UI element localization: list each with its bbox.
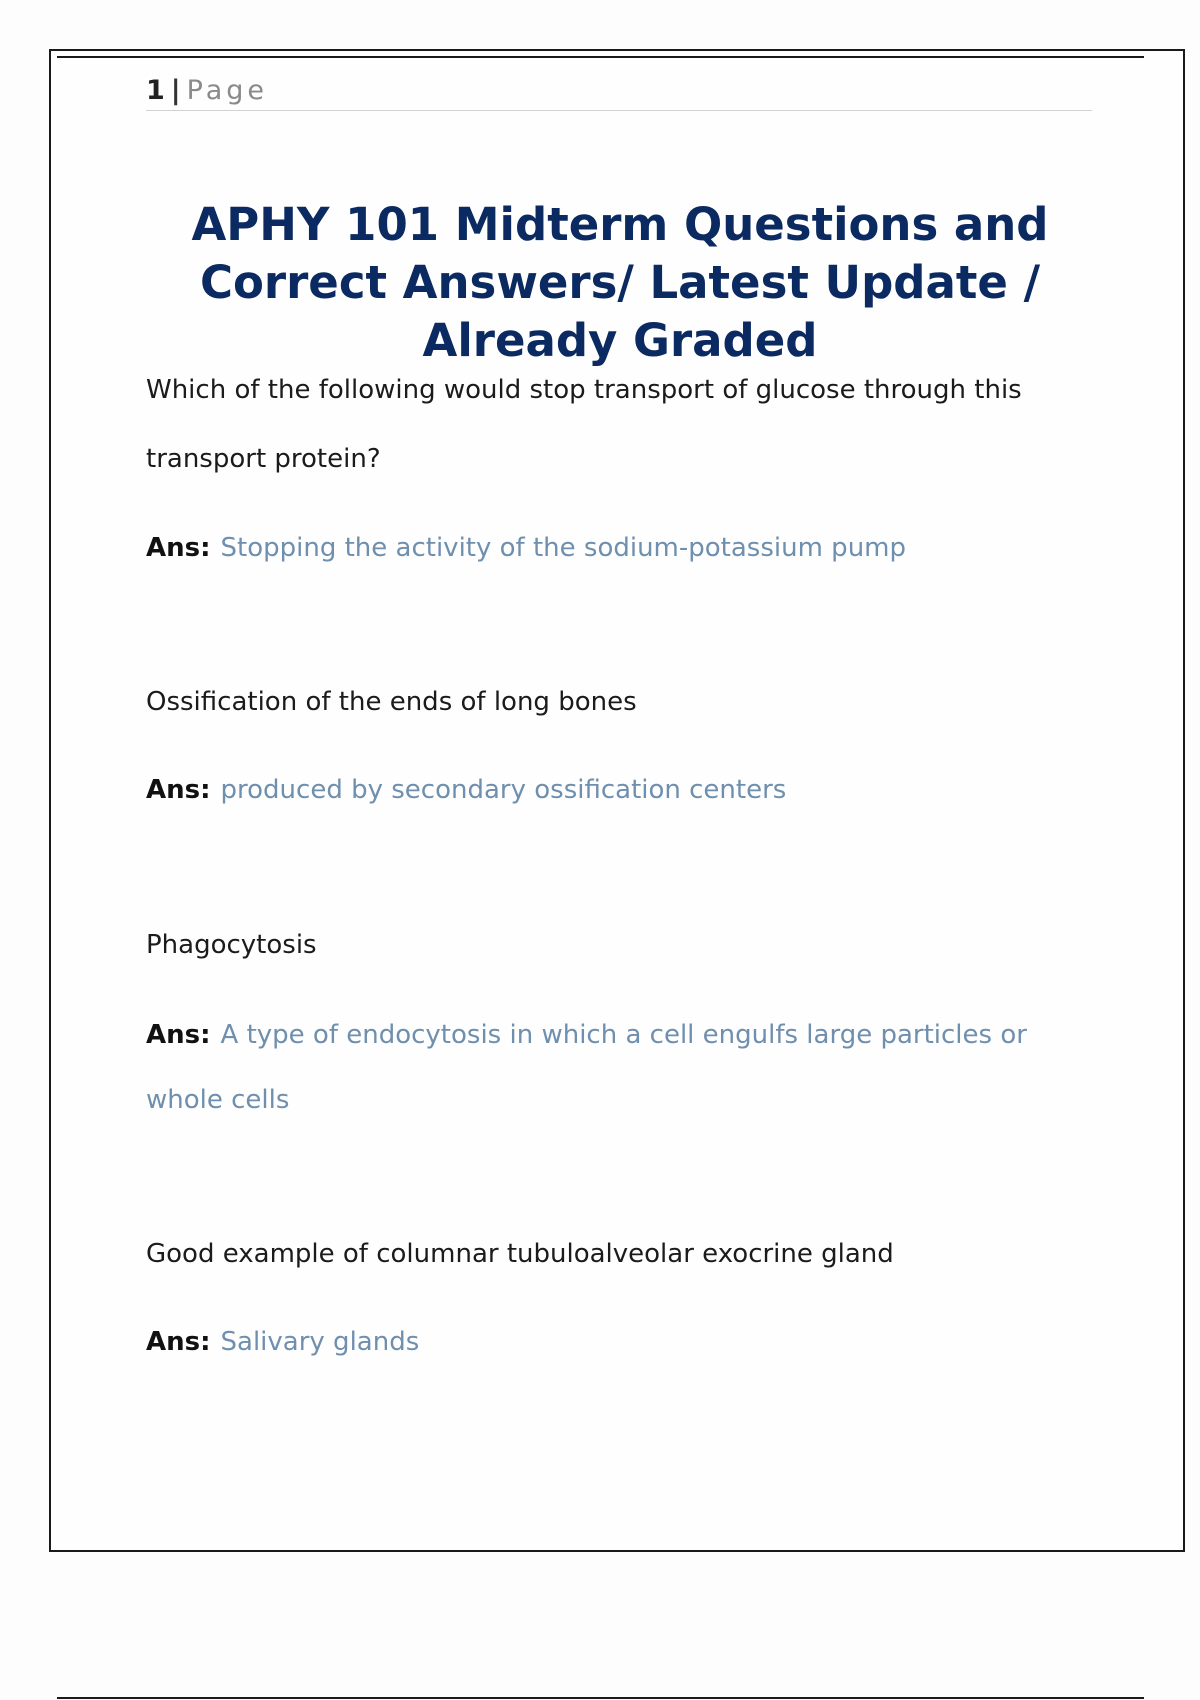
- page-number: 1: [146, 75, 165, 106]
- answer-2: [146, 758, 1086, 823]
- bottom-rule: [57, 1697, 1144, 1699]
- answer-label: Ans:: [146, 775, 211, 805]
- answer-1: [146, 516, 1086, 581]
- page-label: Page: [186, 75, 269, 106]
- question-4: Good example of columnar tubuloalveolar exocrine gland: [146, 1239, 894, 1269]
- question-3: Phagocytosis: [146, 930, 317, 960]
- question-1: Which of the following would stop transport of glucose through this transport protein?: [146, 375, 1022, 474]
- answer-label: Ans:: [146, 1327, 211, 1357]
- top-rule: [57, 56, 1144, 58]
- page-header: [146, 74, 1092, 111]
- answer-label: Ans:: [146, 1020, 211, 1050]
- page-separator: |: [170, 75, 181, 106]
- answer-text: A type of endocytosis in which a cell engulfs large particles or whole cells: [146, 1020, 1027, 1115]
- answer-text: produced by secondary ossification centers: [220, 775, 787, 805]
- answer-text: Salivary glands: [220, 1327, 420, 1357]
- answer-label: Ans:: [146, 533, 211, 563]
- answer-3: [146, 1003, 1086, 1133]
- answer-4: [146, 1310, 1086, 1375]
- question-2: Ossification of the ends of long bones: [146, 687, 637, 717]
- document-title: APHY 101 Midterm Questions and Correct Answers/ Latest Update / Already Graded: [191, 198, 1049, 367]
- answer-text: Stopping the activity of the sodium-potassium pump: [220, 533, 906, 563]
